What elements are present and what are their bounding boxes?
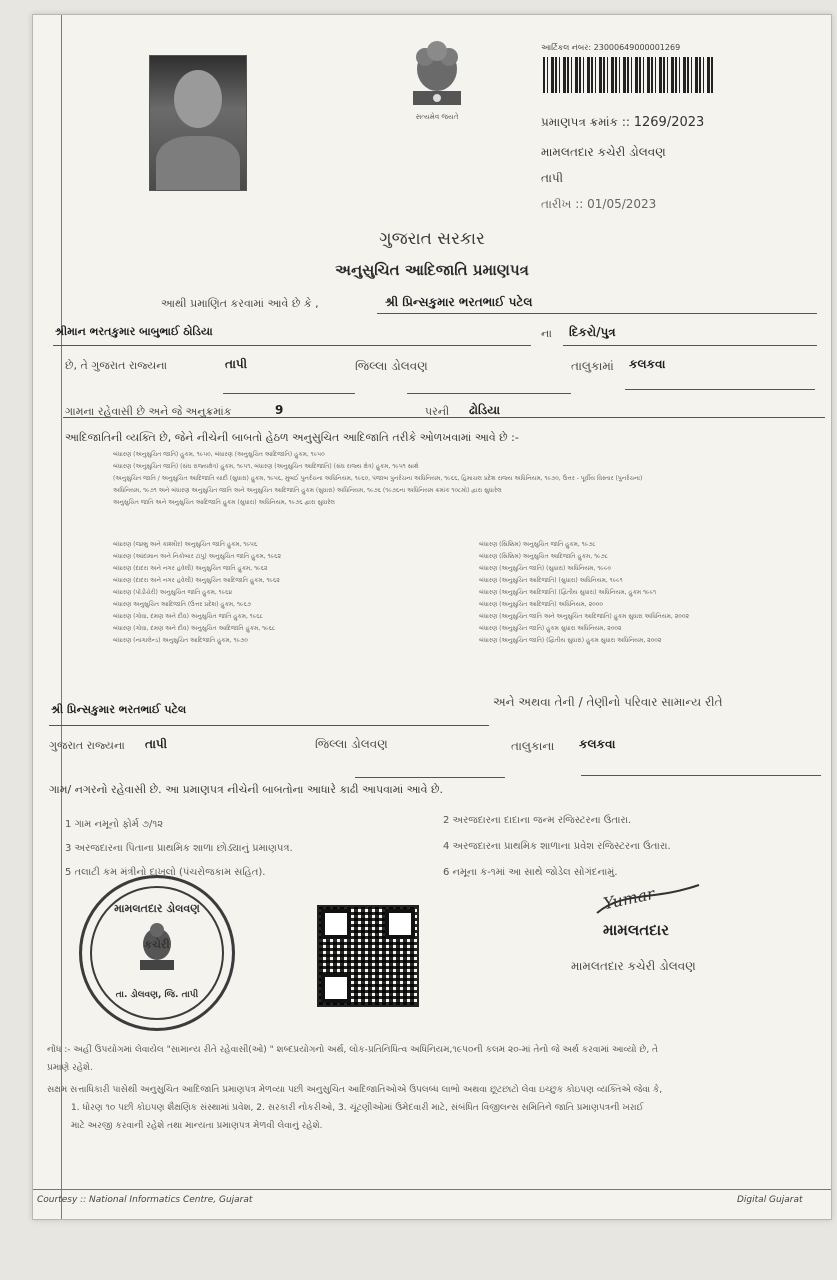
order-item: બંધારણ (પોંડીચેરી) અનુસુચિત જાતિ હુકમ, ૧૯૬૪ [113, 589, 233, 596]
fine-line: અનુસુચિત જાતિ અને અનુસુચિત આદિજાતિ હુકમ (સુધારા) અધિનિયમ, ૧૯૭૬ દ્વારા સુધારેલ [113, 499, 335, 506]
order-item: બંધારણ (અનુસુચિત જાતિ અને અનુસુચિત આદિજાતિ) હુકમ સુધારા અધિનિયમ, ૨૦૦૨ [479, 613, 689, 620]
taluka-label: તાલુકામાં [571, 359, 614, 373]
national-emblem-icon [405, 33, 469, 115]
order-item: બંધારણ (અનુસુચિત આદિજાતિ) અધિનિયમ, ૨૦૦૦ [479, 601, 603, 608]
basis-item: 6 નમૂના ક-૧માં આ સાથે જોડેલ સોગંદનામું. [443, 867, 618, 878]
intro-text: આથી પ્રમાણિત કરવામાં આવે છે કે , [161, 297, 319, 310]
tribe-value: ઢોડિયા [469, 403, 501, 417]
taluka-value-2: કલકવા [579, 737, 616, 751]
of-label: ના [541, 327, 552, 340]
note-line: માટે અરજી કરવાની રહેશે તથા માન્યતા પ્રમાણપત્ર મેળવી લેવાનું રહેશે. [71, 1121, 323, 1131]
order-item: બંધારણ અનુસુચિત આદિજાતિ (ઉત્તર પ્રદેશ) હુકમ, ૧૯૬૭ [113, 601, 251, 608]
on-label: પરની [425, 405, 450, 418]
order-item: બંધારણ (અનુસુચિત આદિજાતિ) (દ્વિતીય સુધારા) અધિનિયમ, હુકમ ૧૯૯૧ [479, 589, 657, 596]
order-item: બંધારણ (નાગાલેન્ડ) અનુસુચિત આદિજાતિ હુકમ, ૧૯૭૦ [113, 637, 248, 644]
state-prefix-2: ગુજરાત રાજ્યના [49, 739, 125, 752]
basis-item: 1 ગામ નમૂનો ફોર્મ ૭/૧૨ [65, 819, 164, 830]
notes-block [47, 1041, 823, 1135]
order-item: બંધારણ (ગોવા, દમણ અને દીવ) અનુસુચિત આદિજાતિ હુકમ, ૧૯૬૮ [113, 625, 276, 632]
barcode [543, 57, 713, 93]
order-item: બંધારણ (દાદરા અને નગર હવેલી) અનુસુચિત આદિજાતિ હુકમ, ૧૯૬૨ [113, 577, 280, 584]
office-name: મામલતદાર કચેરી ડોલવણ [541, 145, 666, 159]
official-stamp: મામલતદાર ડોલવણ કચેરી તા. ડોલવણ, જિ. તાપી [79, 875, 235, 1031]
relation: દિકરો/પુત્ર [569, 325, 616, 339]
order-item: બંધારણ (અનુસુચિત આદિજાતિ) (સુધારા) અધિનિયમ, ૧૯૯૧ [479, 577, 623, 584]
village-line: ગામના રહેવાસી છે અને જે અનુક્રમાંક [65, 405, 232, 418]
father-name: શ્રીમાન ભરતકુમાર બાબુભાઈ ઠોડિયા [55, 325, 213, 338]
state-prefix: છે, તે ગુજરાત રાજ્યના [65, 359, 168, 372]
qr-code [317, 905, 419, 1007]
fine-text-block [113, 449, 813, 509]
applicant-name-2: શ્રી પ્રિન્સકુમાર ભરતભાઈ પટેલ [51, 703, 187, 716]
district-value-2: તાપી [145, 737, 168, 751]
order-item: બંધારણ (ગોવા, દમણ અને દીવ) અનુસુચિત જાતિ હુકમ, ૧૯૬૮ [113, 613, 263, 620]
order-item: બંધારણ (દાદરા અને નગર હવેલી) અનુસુચિત જાતિ હુકમ, ૧૯૬૨ [113, 565, 268, 572]
emblem-caption: સત્યમેવ જયતે [415, 113, 459, 121]
applicant-photo [149, 55, 247, 191]
district-value: તાપી [225, 357, 248, 371]
note-line: 1. ધોરણ ૧૦ પછી કોઇપણ શૈક્ષણિક સંસ્થામાં પ્રવેશ, 2. સરકારી નોકરીઓ, 3. ચૂંટણીઓમાં ઉમેદવારી માટે, સંબંધિત વિજીલન્સ સમિતિને જાતિ પ્રમાણપત્રની ખરાઈ [71, 1103, 644, 1113]
order-item: બંધારણ (અનુસુચિત જાતિ) હુકમ સુધારા અધિનિયમ, ૨૦૦૨ [479, 625, 622, 632]
basis-item: 5 તલાટી કમ મંત્રીનો દાખલો (પંચરોજકામ સહિત). [65, 867, 266, 878]
applicant-name: શ્રી પ્રિન્સકુમાર ભરતભાઈ પટેલ [385, 295, 533, 309]
footer-digital-gujarat: Digital Gujarat [737, 1195, 803, 1205]
order-item: બંધારણ (સિક્કિમ) અનુસુચિત જાતિ હુકમ, ૧૯૭૮ [479, 541, 596, 548]
fine-line: બંધારણ (અનુસુચિત જાતિ) હુકમ, ૧૯૫૦, બંધારણ (અનુસુચિત આદિજાતિ) હુકમ, ૧૯૫૦ [113, 451, 325, 458]
footer-courtesy: Courtesy :: National Informatics Centre, Gujarat [37, 1195, 253, 1205]
basis-item: 4 અરજદારના પ્રાથમિક શાળાના પ્રવેશ રજિસ્ટરના ઉતારા. [443, 841, 671, 852]
taluka-value: કલકવા [629, 357, 666, 371]
basis-item: 3 અરજદારના પિતાના પ્રાથમિક શાળા છોડ્યાનું પ્રમાણપત્ર. [65, 843, 293, 854]
declaration-text: આદિજાતિની વ્યક્તિ છે, જેને નીચેની બાબતો હેઠળ અનુસુચિત આદિજાતિ તરીકે ઓળખવામાં આવે છે :- [65, 431, 519, 444]
order-item: બંધારણ (આંદામાન અને નિકોબાર ટાપુ) અનુસુચિત જાતિ હુકમ, ૧૯૬૨ [113, 553, 281, 560]
fine-line: અધિનિયમ, ૧૯૭૧ અને બંધારણ અનુસુચિત જાતિ અને અનુસુચિત આદિજાતિ હુકમ (સુધારા) અધિનિયમ, ૧૯૭૬ (૧૯૭૬ના અધિનિયમ ક્રમાંક ૧૦૮મો) દ્વારા સુધારેલ [113, 487, 502, 494]
jilla-label-2: જિલ્લા ડોલવણ [315, 737, 388, 751]
certificate-sheet [32, 14, 832, 1220]
and-text: અને અથવા તેની / તેણીનો પરિવાર સામાન્ય રીતે [493, 695, 723, 709]
serial-text: આર્ટિકલ નંબર: 23000649000001269 [541, 43, 681, 52]
basis-text: ગામ/ નગરનો રહેવાસી છે. આ પ્રમાણપત્ર નીચેની બાબતોના આધારે કાઢી આપવામાં આવે છે. [49, 783, 444, 796]
issue-date: તારીખ :: 01/05/2023 [541, 197, 657, 211]
cert-number: પ્રમાણપત્ર ક્રમાંક :: 1269/2023 [541, 115, 705, 130]
fine-line: (અનુસુચિત જાતિ / અનુસુચિત આદિજાતિ યાદી (સુધારા) હુકમ, ૧૯૫૬, મુંબઈ પુનર્રચના અધિનિયમ, ૧૯૬૦, પંજાબ પુનર્રચના અધિનિયમ, ૧૯૬૬, હિમાચલ પ્રદેશ રાજ્ય અધિનિયમ, ૧૯૭૦, ઉત્તર - પૂર્વીય વિસ્તાર (પુનર્રચના) [113, 475, 643, 482]
fine-line: બંધારણ (અનુસુચિત જાતિ) (સંઘ રાજ્યક્ષેત્ર) હુકમ, ૧૯૫૧, બંધારણ (અનુસુચિત આદિજાતિ) (સંઘ રાજ્ય ક્ષેત્ર) હુકમ, ૧૯૫૧ સાથે [113, 463, 419, 470]
order-item: બંધારણ (જમ્મુ અને કાશ્મીર) અનુસુચિત જાતિ હુકમ, ૧૯૫૬ [113, 541, 258, 548]
orders-left [113, 539, 443, 647]
note-line: નોંધ :- અહીં ઉપયોગમાં લેવાયેલ "સામાન્ય રીતે રહેવાસી(ઓ) " શબ્દપ્રયોગનો અર્થ, લોક-પ્રતિનિધિત્વ અધિનિયમ,૧૯૫૦ની કલમ ૨૦-માં તેનો જે અર્થ કરવામાં આવ્યો છે, તે [47, 1045, 659, 1055]
signatory-title: મામલતદાર [603, 921, 669, 939]
note-line: સક્ષમ સત્તાધિકારી પાસેથી અનુસુચિત આદિજાતિ પ્રમાણપત્ર મેળવ્યા પછી અનુસુચિત આદિજાતિઓએ ઉપલબ્ધ લાભો અથવા છૂટછાટો લેવા ઇચ્છુક કોઇપણ વ્યક્તિએ જેવા કે, [47, 1085, 663, 1095]
serial-value: 9 [275, 403, 284, 417]
gov-title: ગુજરાત સરકાર [379, 229, 485, 249]
signatory-office: મામલતદાર કચેરી ડોલવણ [571, 959, 696, 973]
cert-title: અનુસુચિત આદિજાતિ પ્રમાણપત્ર [335, 261, 529, 279]
order-item: બંધારણ (અનુસુચિત જાતિ) (સુધારા) અધિનિયમ, ૧૯૯૦ [479, 565, 611, 572]
orders-right [479, 539, 809, 647]
order-item: બંધારણ (સિક્કિમ) અનુસુચિત આદિજાતિ હુકમ, ૧૯૭૮ [479, 553, 609, 560]
note-line: પ્રમાણે રહેશે. [47, 1063, 93, 1073]
taluka-label-2: તાલુકાના [511, 739, 555, 753]
district-name: તાપી [541, 171, 564, 185]
order-item: બંધારણ (અનુસુચિત જાતિ) (દ્વિતીય સુધારા) હુકમ સુધારા અધિનિયમ, ૨૦૦૨ [479, 637, 662, 644]
jilla-label: જિલ્લા ડોલવણ [355, 359, 428, 373]
signature-scribble: Yumar [601, 883, 657, 914]
signature-stroke [593, 881, 703, 921]
basis-item: 2 અરજદારના દાદાના જન્મ રજિસ્ટરના ઉતારા. [443, 815, 632, 826]
